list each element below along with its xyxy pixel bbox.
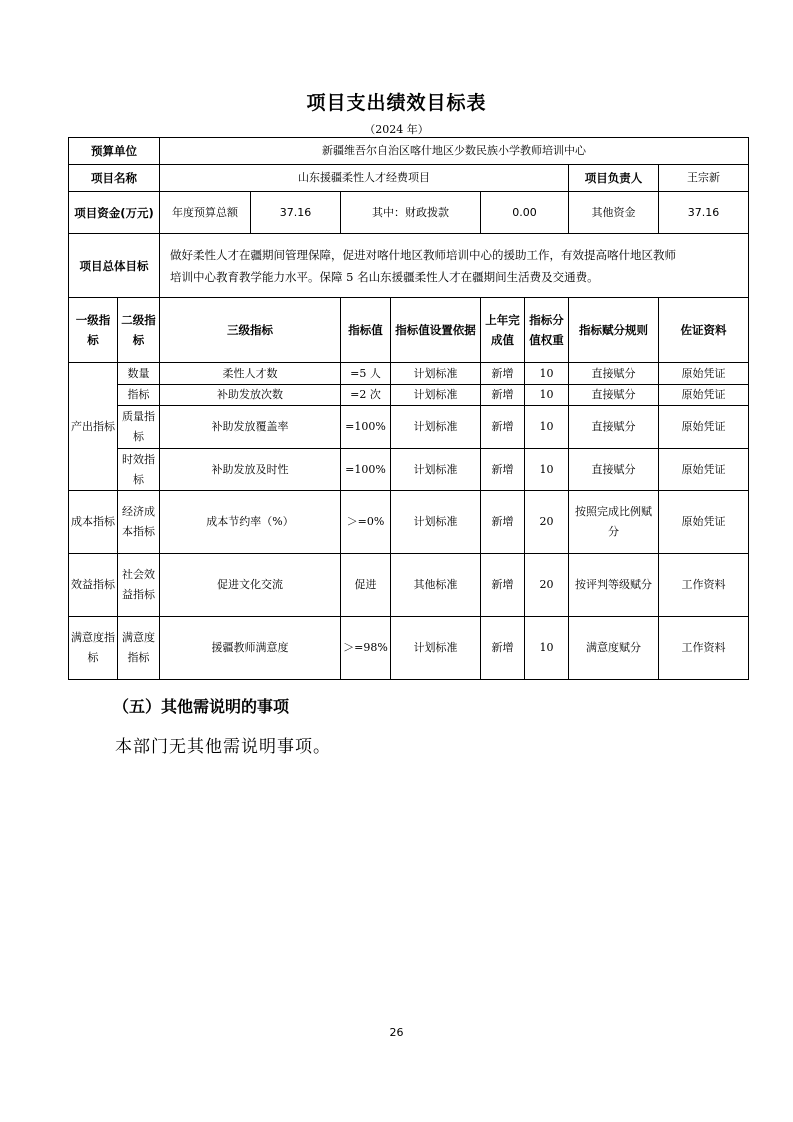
- year-label: （2024 年）: [364, 123, 429, 136]
- row-level3: 促进文化交流: [160, 554, 341, 617]
- other-funds-value: 37.16: [659, 192, 749, 234]
- row-rule: 按评判等级赋分: [569, 554, 659, 617]
- row-level3: 补助发放及时性: [160, 449, 341, 491]
- row-weight: 20: [525, 491, 569, 554]
- row-prev: 新增: [481, 617, 525, 680]
- row-level2: 质量指标: [118, 406, 160, 449]
- row-level2: 社会效益指标: [118, 554, 160, 617]
- row-weight: 10: [525, 617, 569, 680]
- row-weight: 10: [525, 449, 569, 491]
- goal-label: 项目总体目标: [69, 234, 160, 298]
- group-satisfaction: 满意度指标: [69, 617, 118, 680]
- goal-line-1: 做好柔性人才在疆期间管理保障，促进对喀什地区教师培训中心的援助工作，有效提高喀什地区教师: [170, 247, 676, 262]
- row-basis: 计划标准: [391, 617, 481, 680]
- row-value: =5 人: [341, 363, 391, 385]
- page-number: 26: [389, 1026, 404, 1039]
- unit-label: 预算单位: [69, 138, 160, 165]
- header-weight: 指标分值权重: [525, 298, 569, 363]
- unit-value: 新疆维吾尔自治区喀什地区少数民族小学教师培训中心: [160, 138, 749, 165]
- row-prev: 新增: [481, 385, 525, 406]
- row-proof: 原始凭证: [659, 406, 749, 449]
- header-value: 指标值: [341, 298, 391, 363]
- row-rule: 按照完成比例赋分: [569, 491, 659, 554]
- goal-line-2: 培训中心教育教学能力水平。保障 5 名山东援疆柔性人才在疆期间生活费及交通费。: [170, 269, 599, 284]
- row-basis: 计划标准: [391, 385, 481, 406]
- row-level2: 满意度指标: [118, 617, 160, 680]
- row-value: ＞=98%: [341, 617, 391, 680]
- row-weight: 10: [525, 385, 569, 406]
- row-level2: 经济成本指标: [118, 491, 160, 554]
- header-level3: 三级指标: [160, 298, 341, 363]
- row-proof: 工作资料: [659, 554, 749, 617]
- row-level2: 时效指标: [118, 449, 160, 491]
- row-level3: 援疆教师满意度: [160, 617, 341, 680]
- row-prev: 新增: [481, 491, 525, 554]
- project-owner-label: 项目负责人: [569, 165, 659, 192]
- row-proof: 原始凭证: [659, 449, 749, 491]
- header-level2: 二级指标: [118, 298, 160, 363]
- row-rule: 直接赋分: [569, 406, 659, 449]
- group-benefit: 效益指标: [69, 554, 118, 617]
- row-prev: 新增: [481, 554, 525, 617]
- row-rule: 直接赋分: [569, 363, 659, 385]
- project-owner-value: 王宗新: [659, 165, 749, 192]
- row-proof: 原始凭证: [659, 491, 749, 554]
- group-output: 产出指标: [69, 363, 118, 491]
- row-level3: 补助发放覆盖率: [160, 406, 341, 449]
- row-value: =100%: [341, 449, 391, 491]
- row-weight: 10: [525, 406, 569, 449]
- header-level1: 一级指标: [69, 298, 118, 363]
- row-level3: 柔性人才数: [160, 363, 341, 385]
- row-level3: 补助发放次数: [160, 385, 341, 406]
- fiscal-funds-value: 0.00: [481, 192, 569, 234]
- header-prev: 上年完成值: [481, 298, 525, 363]
- row-weight: 10: [525, 363, 569, 385]
- row-prev: 新增: [481, 406, 525, 449]
- row-value: ＞=0%: [341, 491, 391, 554]
- row-proof: 原始凭证: [659, 385, 749, 406]
- section-text: 本部门无其他需说明事项。: [115, 737, 331, 757]
- row-proof: 原始凭证: [659, 363, 749, 385]
- row-basis: 计划标准: [391, 363, 481, 385]
- header-proof: 佐证资料: [659, 298, 749, 363]
- project-name-value: 山东援疆柔性人才经费项目: [160, 165, 569, 192]
- row-value: 促进: [341, 554, 391, 617]
- row-rule: 直接赋分: [569, 385, 659, 406]
- performance-table: [68, 137, 749, 680]
- header-rule: 指标赋分规则: [569, 298, 659, 363]
- row-level2: 指标: [118, 385, 160, 406]
- other-funds-label: 其他资金: [569, 192, 659, 234]
- row-weight: 20: [525, 554, 569, 617]
- row-basis: 其他标准: [391, 554, 481, 617]
- row-level3: 成本节约率（%）: [160, 491, 341, 554]
- fiscal-funds-label: 其中：财政拨款: [341, 192, 481, 234]
- annual-budget-value: 37.16: [251, 192, 341, 234]
- row-value: =100%: [341, 406, 391, 449]
- row-value: =2 次: [341, 385, 391, 406]
- row-basis: 计划标准: [391, 449, 481, 491]
- row-level2: 数量: [118, 363, 160, 385]
- row-proof: 工作资料: [659, 617, 749, 680]
- header-basis: 指标值设置依据: [391, 298, 481, 363]
- row-rule: 直接赋分: [569, 449, 659, 491]
- goal-text: [160, 234, 749, 298]
- project-name-label: 项目名称: [69, 165, 160, 192]
- group-cost: 成本指标: [69, 491, 118, 554]
- row-basis: 计划标准: [391, 491, 481, 554]
- page-title: 项目支出绩效目标表: [306, 92, 487, 114]
- row-basis: 计划标准: [391, 406, 481, 449]
- funds-label: 项目资金(万元): [69, 192, 160, 234]
- annual-budget-label: 年度预算总额: [160, 192, 251, 234]
- row-rule: 满意度赋分: [569, 617, 659, 680]
- row-prev: 新增: [481, 363, 525, 385]
- row-prev: 新增: [481, 449, 525, 491]
- section-heading: （五）其他需说明的事项: [113, 697, 290, 716]
